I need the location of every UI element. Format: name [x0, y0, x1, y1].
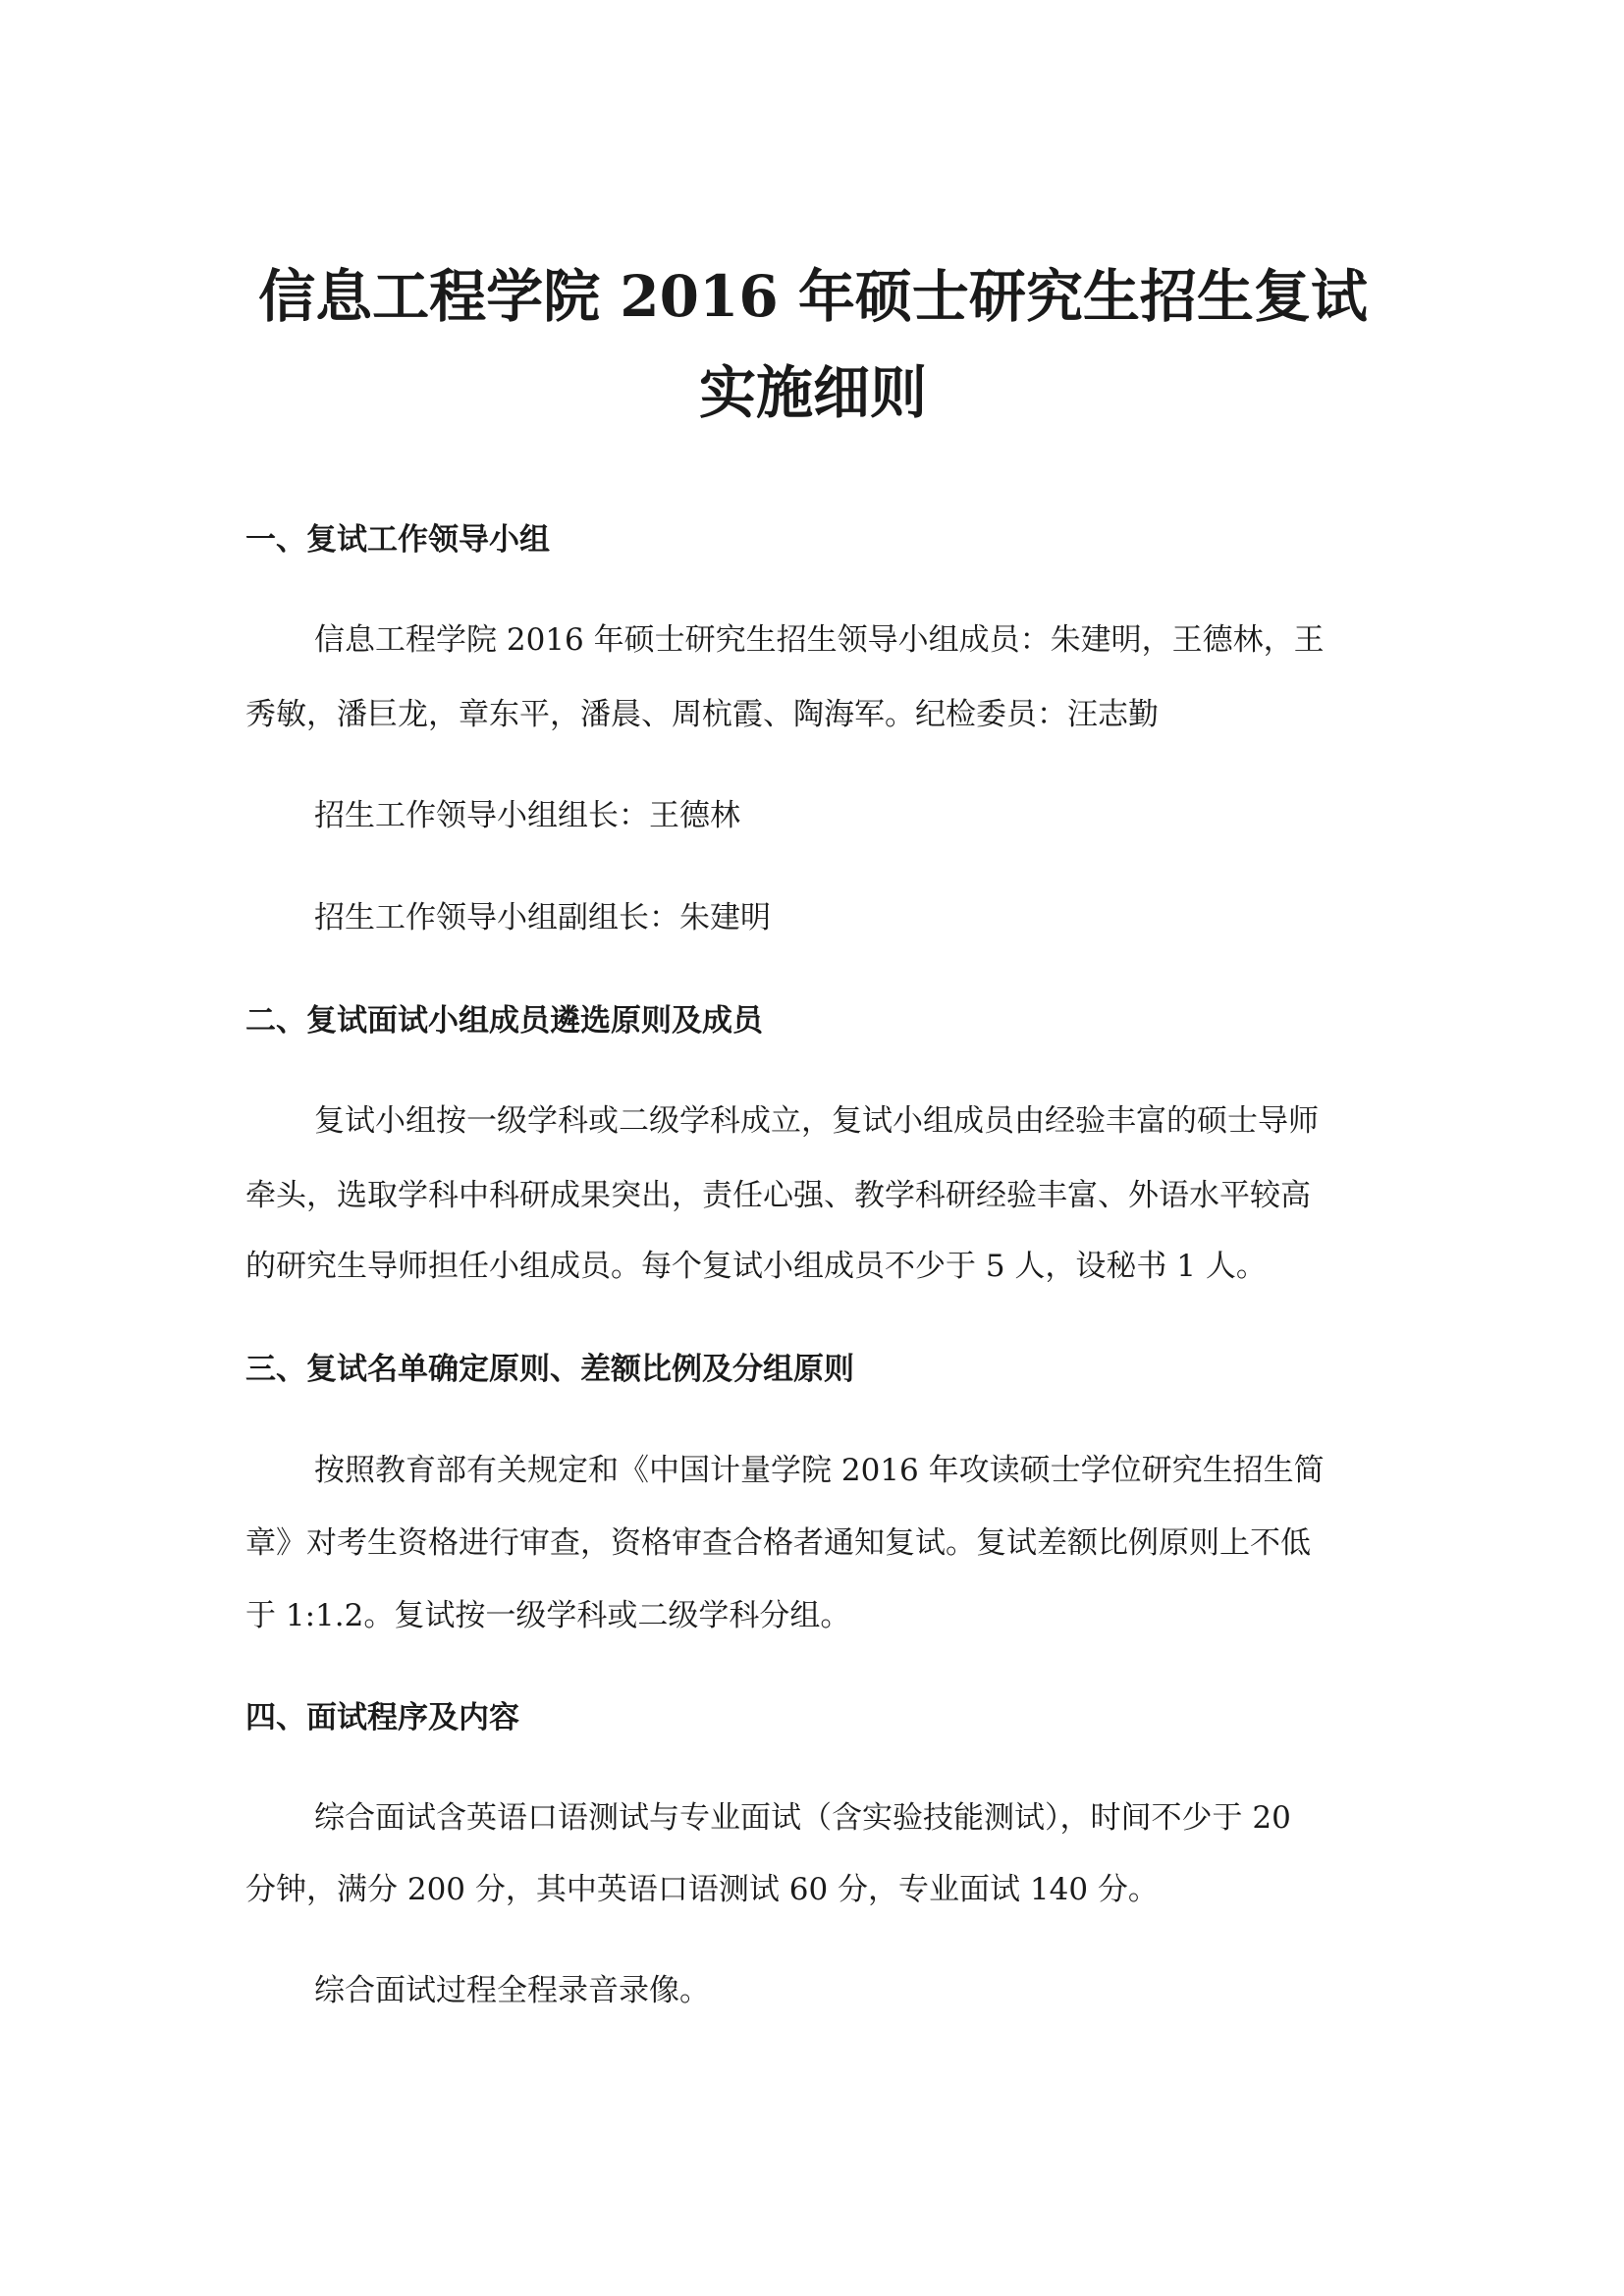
section-3-line-2: 章》对考生资格进行审查，资格审查合格者通知复试。复试差额比例原则上不低	[245, 1525, 1311, 1561]
section-heading-3: 三、复试名单确定原则、差额比例及分组原则	[245, 1352, 854, 1387]
section-heading-4: 四、面试程序及内容	[245, 1700, 519, 1735]
section-3-line-1: 按照教育部有关规定和《中国计量学院 2016 年攻读硕士学位研究生招生简	[314, 1453, 1325, 1488]
section-1-line-2: 秀敏，潘巨龙，章东平，潘晨、周杭霞、陶海军。纪检委员：汪志勤	[245, 697, 1159, 732]
section-heading-2: 二、复试面试小组成员遴选原则及成员	[245, 1003, 763, 1039]
section-2-line-3: 的研究生导师担任小组成员。每个复试小组成员不少于 5 人，设秘书 1 人。	[245, 1249, 1267, 1284]
section-1-line-4: 招生工作领导小组副组长：朱建明	[314, 900, 771, 935]
document-title-line-1: 信息工程学院 2016 年硕士研究生招生复试	[258, 263, 1368, 330]
section-4-line-2: 分钟，满分 200 分，其中英语口语测试 60 分，专业面试 140 分。	[245, 1872, 1159, 1907]
section-3-line-3: 于 1:1.2。复试按一级学科或二级学科分组。	[245, 1598, 851, 1633]
document-title-line-2: 实施细则	[698, 359, 927, 426]
section-4-line-1: 综合面试含英语口语测试与专业面试（含实验技能测试），时间不少于 20	[314, 1800, 1291, 1836]
section-4-line-3: 综合面试过程全程录音录像。	[314, 1973, 710, 2008]
section-heading-1: 一、复试工作领导小组	[245, 522, 550, 558]
section-1-line-1: 信息工程学院 2016 年硕士研究生招生领导小组成员：朱建明，王德林，王	[314, 622, 1325, 658]
section-2-line-2: 牵头，选取学科中科研成果突出，责任心强、教学科研经验丰富、外语水平较高	[245, 1178, 1311, 1213]
section-2-line-1: 复试小组按一级学科或二级学科成立，复试小组成员由经验丰富的硕士导师	[314, 1103, 1319, 1139]
section-1-line-3: 招生工作领导小组组长：王德林	[314, 798, 740, 833]
